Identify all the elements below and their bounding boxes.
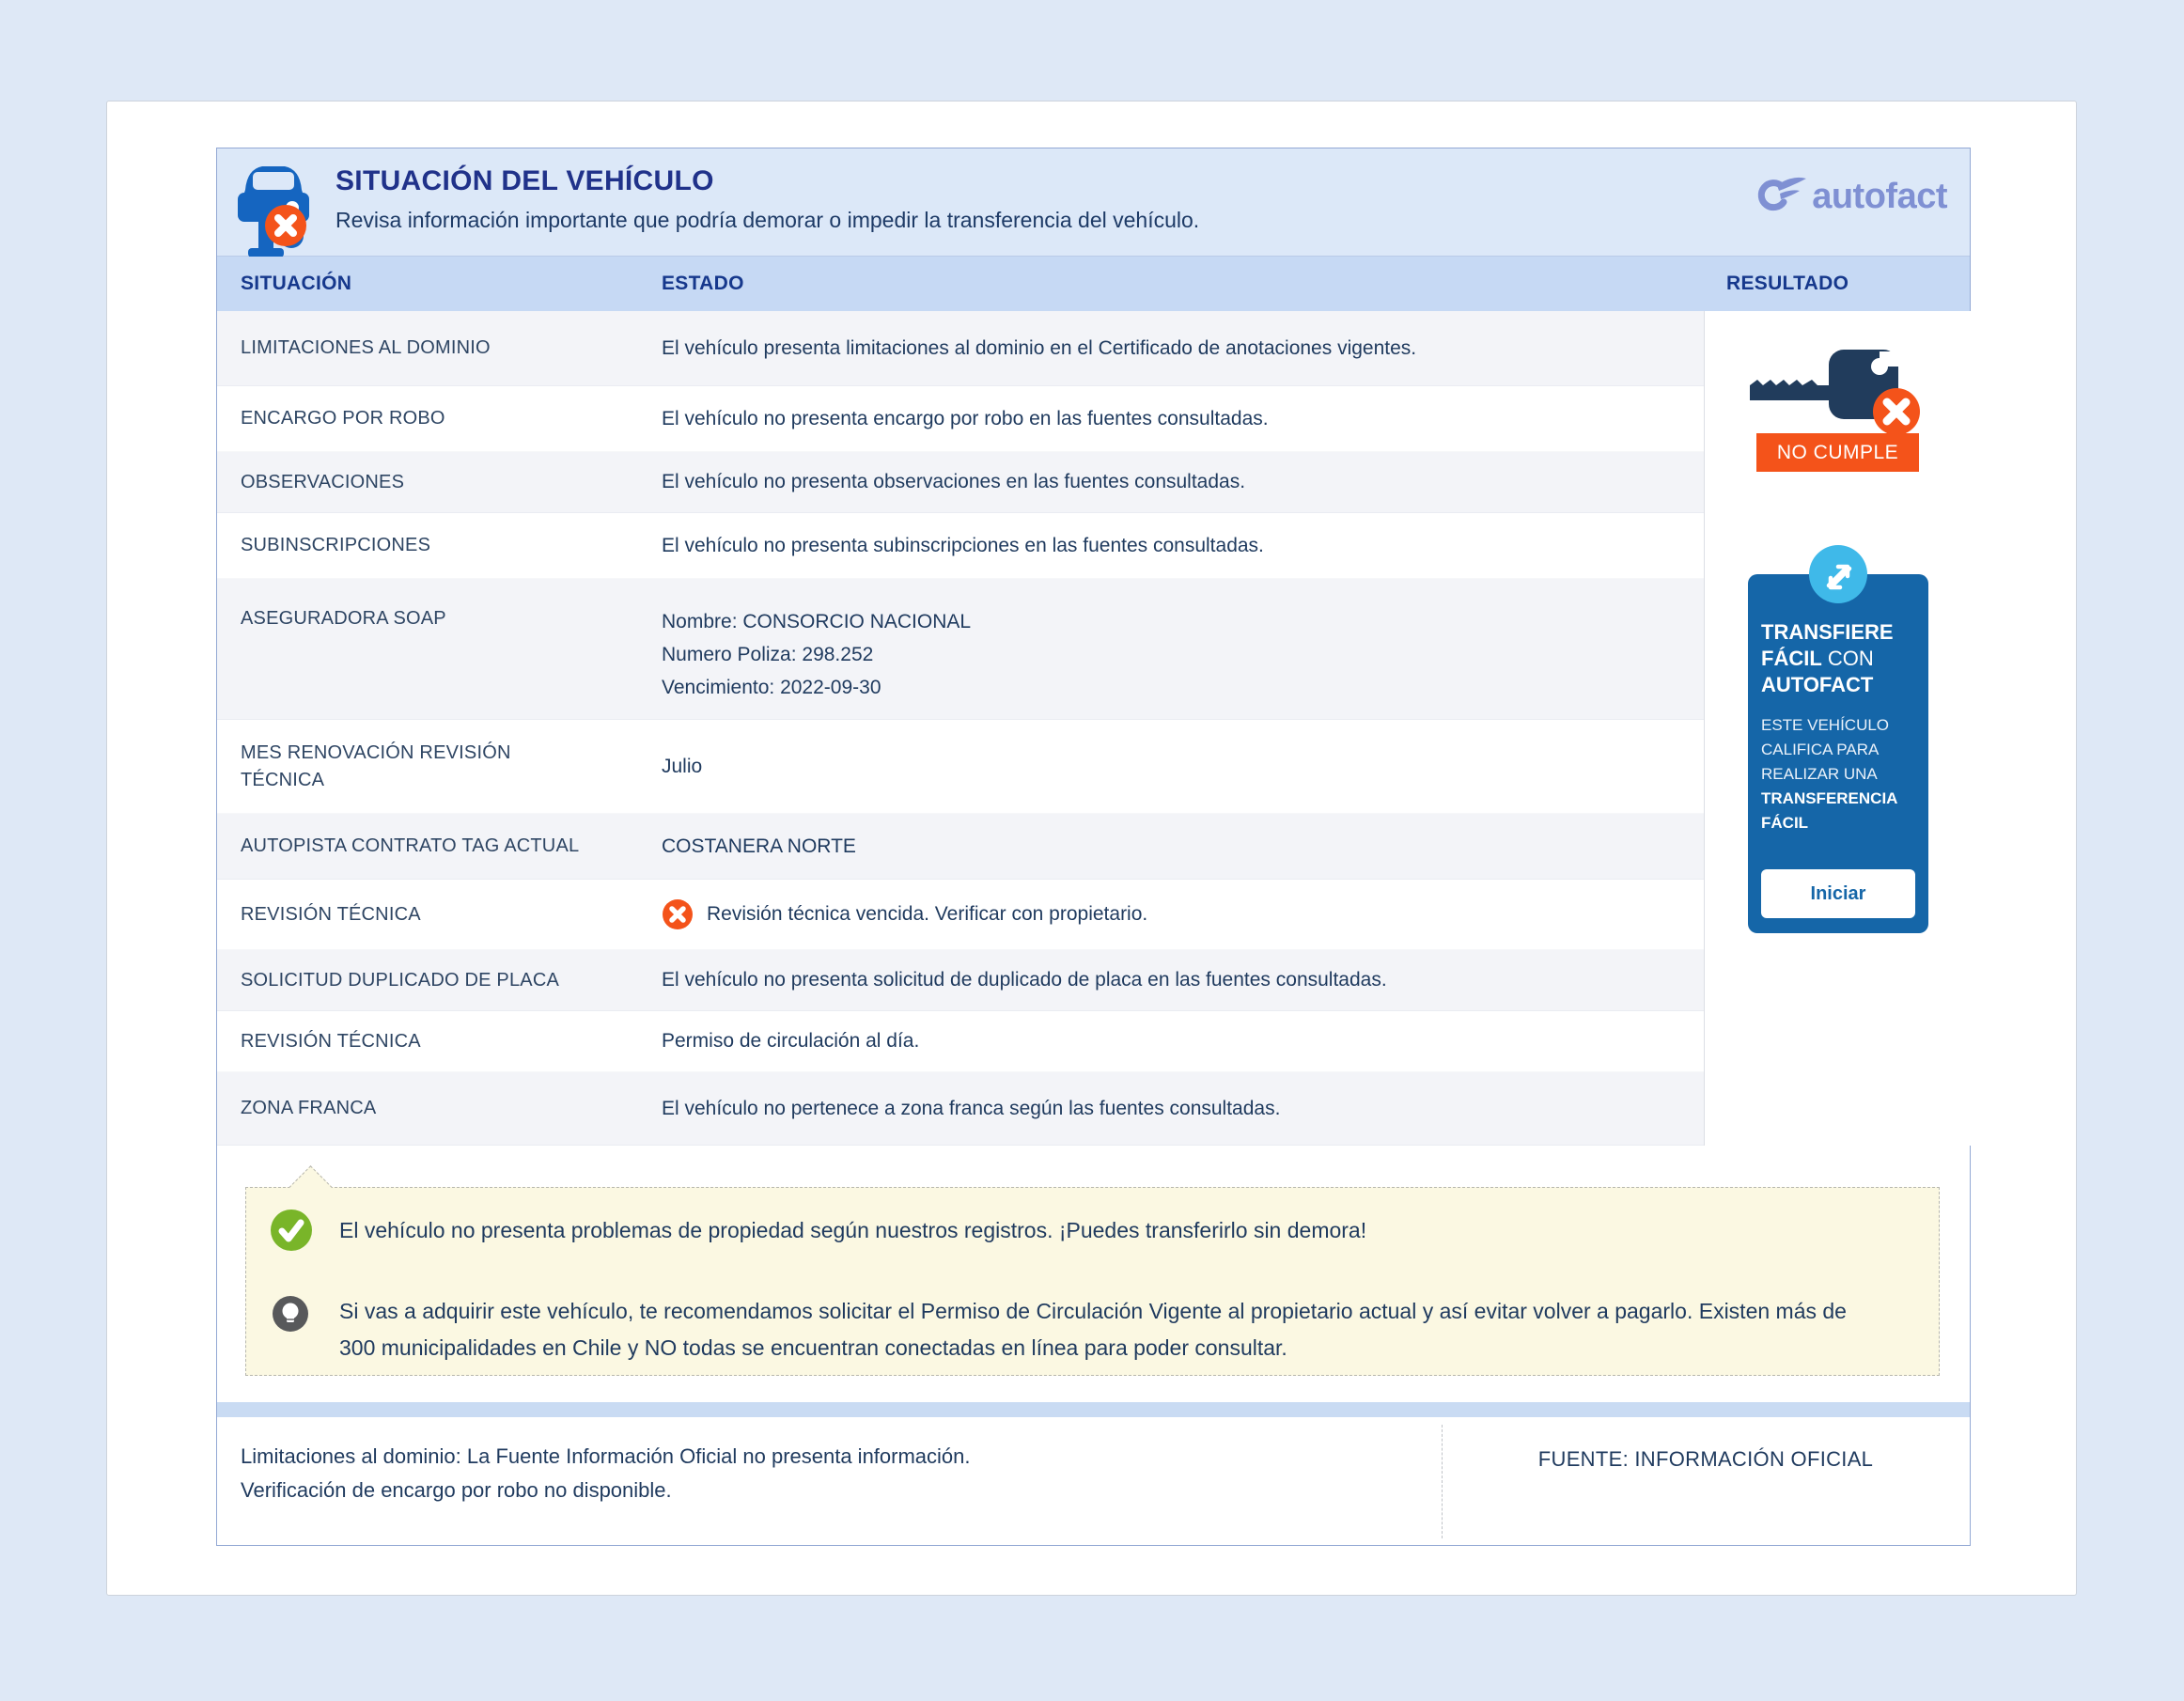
row-estado: El vehículo no presenta encargo por robo en las fuentes consultadas. — [662, 407, 1269, 429]
footer-line1: Limitaciones al dominio: La Fuente Información Oficial no presenta información. — [241, 1444, 971, 1468]
table-row — [217, 950, 1704, 1011]
page-title: SITUACIÓN DEL VEHÍCULO — [335, 165, 714, 196]
row-label: SOLICITUD DUPLICADO DE PLACA — [241, 969, 560, 991]
column-resultado: RESULTADO — [1726, 273, 1849, 294]
footer-source: FUENTE: INFORMACIÓN OFICIAL — [1537, 1447, 1874, 1471]
table-row-revision-vencida — [217, 880, 1704, 950]
row-label: REVISIÓN TÉCNICA — [241, 903, 421, 925]
row-estado: El vehículo no presenta solicitud de duplicado de placa en las fuentes consultadas. — [662, 969, 1387, 991]
table-row — [217, 720, 1704, 814]
row-estado — [662, 880, 1704, 949]
table-row — [217, 814, 1704, 880]
row-estado-text: Revisión técnica vencida. Verificar con propietario. — [707, 903, 1148, 925]
table-row — [217, 452, 1704, 513]
table-rows — [217, 311, 1704, 1146]
header-text-block — [335, 165, 1199, 233]
error-badge-icon — [264, 204, 307, 247]
note-tip-text: Si vas a adquirir este vehículo, te recomendamos solicitar el Permiso de Circulación Vigente al propietario actual y así evitar volver a pagarlo. Existen más de 300 municipalidades en Chile y NO todas se encuentran conectadas en línea para poder consultar. — [339, 1299, 1847, 1360]
table-row — [217, 513, 1704, 579]
vehicle-situation-card — [216, 148, 1971, 1546]
table-row — [217, 386, 1704, 452]
footer-notes — [241, 1440, 971, 1507]
card-footer — [217, 1417, 1970, 1546]
autofact-logo-text: autofact — [1812, 177, 1947, 216]
transfer-facil-card — [1748, 574, 1928, 933]
autofact-logo[interactable] — [1750, 173, 1947, 214]
soap-details — [662, 605, 971, 704]
table-row — [217, 1011, 1704, 1072]
column-estado: ESTADO — [662, 273, 744, 294]
soap-vencimiento: Vencimiento: 2022-09-30 — [662, 677, 881, 698]
row-estado: El vehículo no pertenece a zona franca según las fuentes consultadas. — [662, 1097, 1281, 1119]
note-tip — [272, 1293, 1862, 1366]
transfer-body: ESTE VEHÍCULO CALIFICA PARA REALIZAR UNA TRANSFERENCIA FÁCIL — [1761, 716, 1897, 832]
row-estado: Permiso de circulación al día. — [662, 1030, 920, 1052]
footer-line2: Verificación de encargo por robo no disponible. — [241, 1478, 672, 1502]
iniciar-button[interactable]: Iniciar — [1761, 869, 1915, 918]
footer-dashed-divider — [1442, 1425, 1443, 1538]
column-situacion: SITUACIÓN — [241, 273, 352, 294]
row-estado: COSTANERA NORTE — [662, 835, 856, 857]
row-label: AUTOPISTA CONTRATO TAG ACTUAL — [241, 835, 580, 856]
table-row-soap — [217, 579, 1704, 720]
row-estado: El vehículo no presenta observaciones en las fuentes consultadas. — [662, 471, 1246, 492]
lightbulb-icon — [272, 1295, 309, 1333]
footer-divider-strip — [217, 1402, 1970, 1417]
transfer-heading: TRANSFIERE FÁCIL CON AUTOFACT — [1761, 620, 1894, 696]
key-error-icon — [1742, 342, 1930, 447]
note-ok-text: El vehículo no presenta problemas de propiedad según nuestros registros. ¡Puedes transferirlo sin demora! — [339, 1217, 1367, 1242]
table-column-header — [217, 257, 1970, 311]
row-label: ENCARGO POR ROBO — [241, 408, 445, 429]
row-estado: Julio — [662, 755, 703, 777]
note-ok — [270, 1209, 1366, 1252]
row-label: OBSERVACIONES — [241, 471, 405, 492]
resultado-column — [1704, 311, 1972, 1146]
autofact-swoosh-icon — [1750, 173, 1808, 214]
soap-nombre: Nombre: CONSORCIO NACIONAL — [662, 611, 972, 632]
notes-box — [245, 1187, 1940, 1376]
table-row — [217, 1072, 1704, 1146]
check-icon — [270, 1209, 313, 1252]
notes-box-pointer — [289, 1165, 333, 1209]
transfer-arrows-icon — [1809, 545, 1867, 603]
row-label: REVISIÓN TÉCNICA — [241, 1030, 421, 1052]
row-estado: El vehículo no presenta subinscripciones en las fuentes consultadas. — [662, 534, 1264, 556]
table-row — [217, 311, 1704, 386]
error-icon — [662, 898, 694, 930]
row-label: SUBINSCRIPCIONES — [241, 535, 431, 555]
row-estado — [662, 579, 1704, 719]
row-label: LIMITACIONES AL DOMINIO — [241, 337, 491, 358]
situation-table — [217, 311, 1970, 1146]
row-label: MES RENOVACIÓN REVISIÓN TÉCNICA — [241, 741, 511, 790]
row-label: ZONA FRANCA — [241, 1098, 377, 1118]
soap-poliza: Numero Poliza: 298.252 — [662, 644, 874, 665]
status-badge: NO CUMPLE — [1756, 433, 1919, 472]
card-header — [217, 148, 1970, 257]
row-estado: El vehículo presenta limitaciones al dominio en el Certificado de anotaciones vigentes. — [662, 336, 1417, 359]
row-label: ASEGURADORA SOAP — [241, 608, 446, 629]
page-subtitle: Revisa información importante que podría demorar o impedir la transferencia del vehículo. — [335, 208, 1200, 232]
